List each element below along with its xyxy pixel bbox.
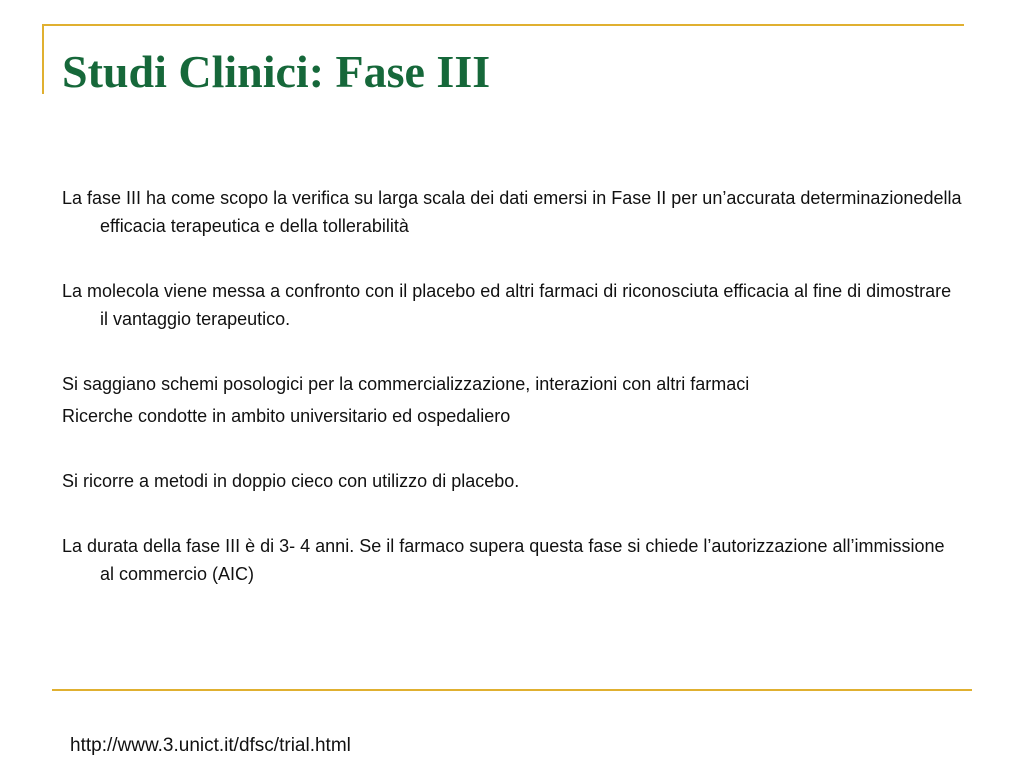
paragraph-purpose: La fase III ha come scopo la verifica su larga scala dei dati emersi in Fase II per un’accurata determinazionedella efficacia terapeutica e della tollerabilità (62, 188, 962, 236)
paragraph-double-blind: Si ricorre a metodi in doppio cieco con utilizzo di placebo. (62, 471, 520, 491)
paragraph-dosage-schemes: Si saggiano schemi posologici per la commercializzazione, interazioni con altri farmaci (62, 374, 750, 394)
paragraph-research-setting: Ricerche condotte in ambito universitario ed ospedaliero (62, 406, 511, 426)
paragraph-duration: La durata della fase III è di 3- 4 anni. Se il farmaco supera questa fase si chiede l’autorizzazione all’immissione al commercio (AIC) (62, 536, 945, 584)
footer-divider-line (52, 689, 972, 691)
title-frame-left-line (42, 24, 44, 94)
footer-url-link[interactable]: http://www.3.unict.it/dfsc/trial.html (70, 735, 351, 756)
paragraph-comparison: La molecola viene messa a confronto con il placebo ed altri farmaci di riconosciuta efficacia al fine di dimostrare il vantaggio terapeutico. (62, 281, 952, 329)
slide-title: Studi Clinici: Fase III (62, 46, 491, 97)
slide-content (62, 184, 962, 588)
title-frame-top-line (42, 24, 964, 26)
